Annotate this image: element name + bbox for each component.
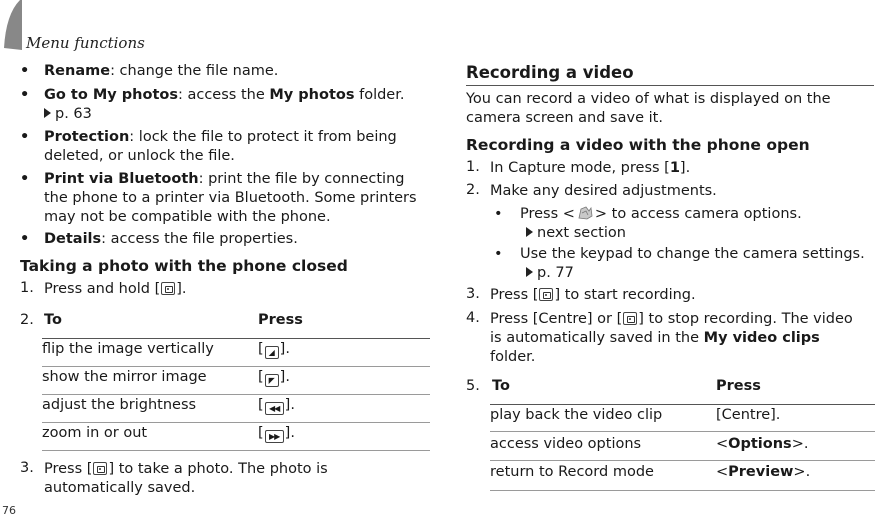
subheading: Recording a video with the phone open [466, 136, 810, 154]
step-3: Press [ ] to start recording. [490, 287, 696, 303]
bullet-term: Details [44, 231, 102, 247]
table-divider [490, 460, 875, 461]
intro-text: You can record a video of what is displayed on the camera screen and save it. [466, 91, 831, 126]
step-1: In Capture mode, press [1]. [490, 160, 691, 176]
camera-key-icon [161, 282, 175, 295]
table-header-press: Press [258, 312, 303, 328]
table-cell-press: [ ◢ ]. [258, 341, 290, 357]
up-key-icon: ◢ [265, 346, 279, 359]
table-header-to: To [492, 378, 510, 394]
header-accent-icon [0, 0, 22, 50]
table-row: flip the image vertically [42, 341, 214, 357]
table-header-rule [490, 404, 875, 405]
section-title: Taking a photo with the phone closed [20, 257, 348, 275]
forward-key-icon: ▶▶ [265, 430, 284, 443]
sub-bullet-keypad: Use the keypad to change the camera settings. p. 77 [520, 246, 865, 281]
section-heading: Recording a video [466, 63, 634, 82]
bullet-term: Protection [44, 129, 130, 145]
table-cell-press: [ ◀◀ ]. [258, 397, 295, 413]
table-row: access video options [490, 436, 642, 452]
table-bottom-rule [42, 450, 430, 451]
page-reference: p. 77 [537, 265, 574, 281]
table-divider [42, 366, 430, 367]
heading-rule [466, 85, 874, 86]
table-divider [42, 394, 430, 395]
table-cell-press: <Options>. [716, 436, 809, 452]
step-2: Make any desired adjustments. [490, 183, 717, 199]
softkey-options-icon [575, 205, 595, 221]
table-cell-press: [ ▶▶ ]. [258, 425, 295, 441]
page-number: 76 [2, 504, 16, 517]
bullet-term: Rename [44, 63, 111, 79]
table-row: adjust the brightness [42, 397, 197, 413]
bullet-term: Go to My photos [44, 87, 178, 103]
table-header-press: Press [716, 378, 761, 394]
down-key-icon: ◤ [265, 374, 279, 387]
camera-key-icon [93, 462, 107, 475]
running-head: Menu functions [26, 34, 145, 52]
table-row: return to Record mode [490, 464, 654, 480]
table-cell-press: <Preview>. [716, 464, 811, 480]
reference-arrow-icon [44, 108, 51, 118]
table-header-to: To [44, 312, 62, 328]
bullet-term: Print via Bluetooth [44, 171, 199, 187]
page-reference: next section [537, 225, 626, 241]
table-divider [490, 431, 875, 432]
table-header-rule [42, 338, 430, 339]
page-reference: p. 63 [55, 106, 92, 122]
rewind-key-icon: ◀◀ [265, 402, 284, 415]
bullet-text: : change the file name. [110, 63, 279, 79]
table-bottom-rule [490, 490, 875, 491]
table-cell-press: [ ◤ ]. [258, 369, 290, 385]
table-divider [42, 422, 430, 423]
table-row: zoom in or out [42, 425, 148, 441]
reference-arrow-icon [526, 227, 533, 237]
reference-arrow-icon [526, 267, 533, 277]
camera-key-icon [539, 288, 553, 301]
camera-key-icon [623, 312, 637, 325]
table-row: play back the video clip [490, 407, 663, 423]
step-1: Press and hold [ ]. [44, 281, 187, 297]
step-3: Press [ ] to take a photo. The photo is automatically saved. [44, 461, 328, 496]
table-row: show the mirror image [42, 369, 207, 385]
table-cell-press: [Centre]. [716, 407, 781, 423]
sub-bullet-options: Press < > to access camera options. next section [520, 206, 802, 241]
step-4: Press [Centre] or [ ] to stop recording. The video is automatically saved in the My video clips folder. [490, 311, 853, 365]
